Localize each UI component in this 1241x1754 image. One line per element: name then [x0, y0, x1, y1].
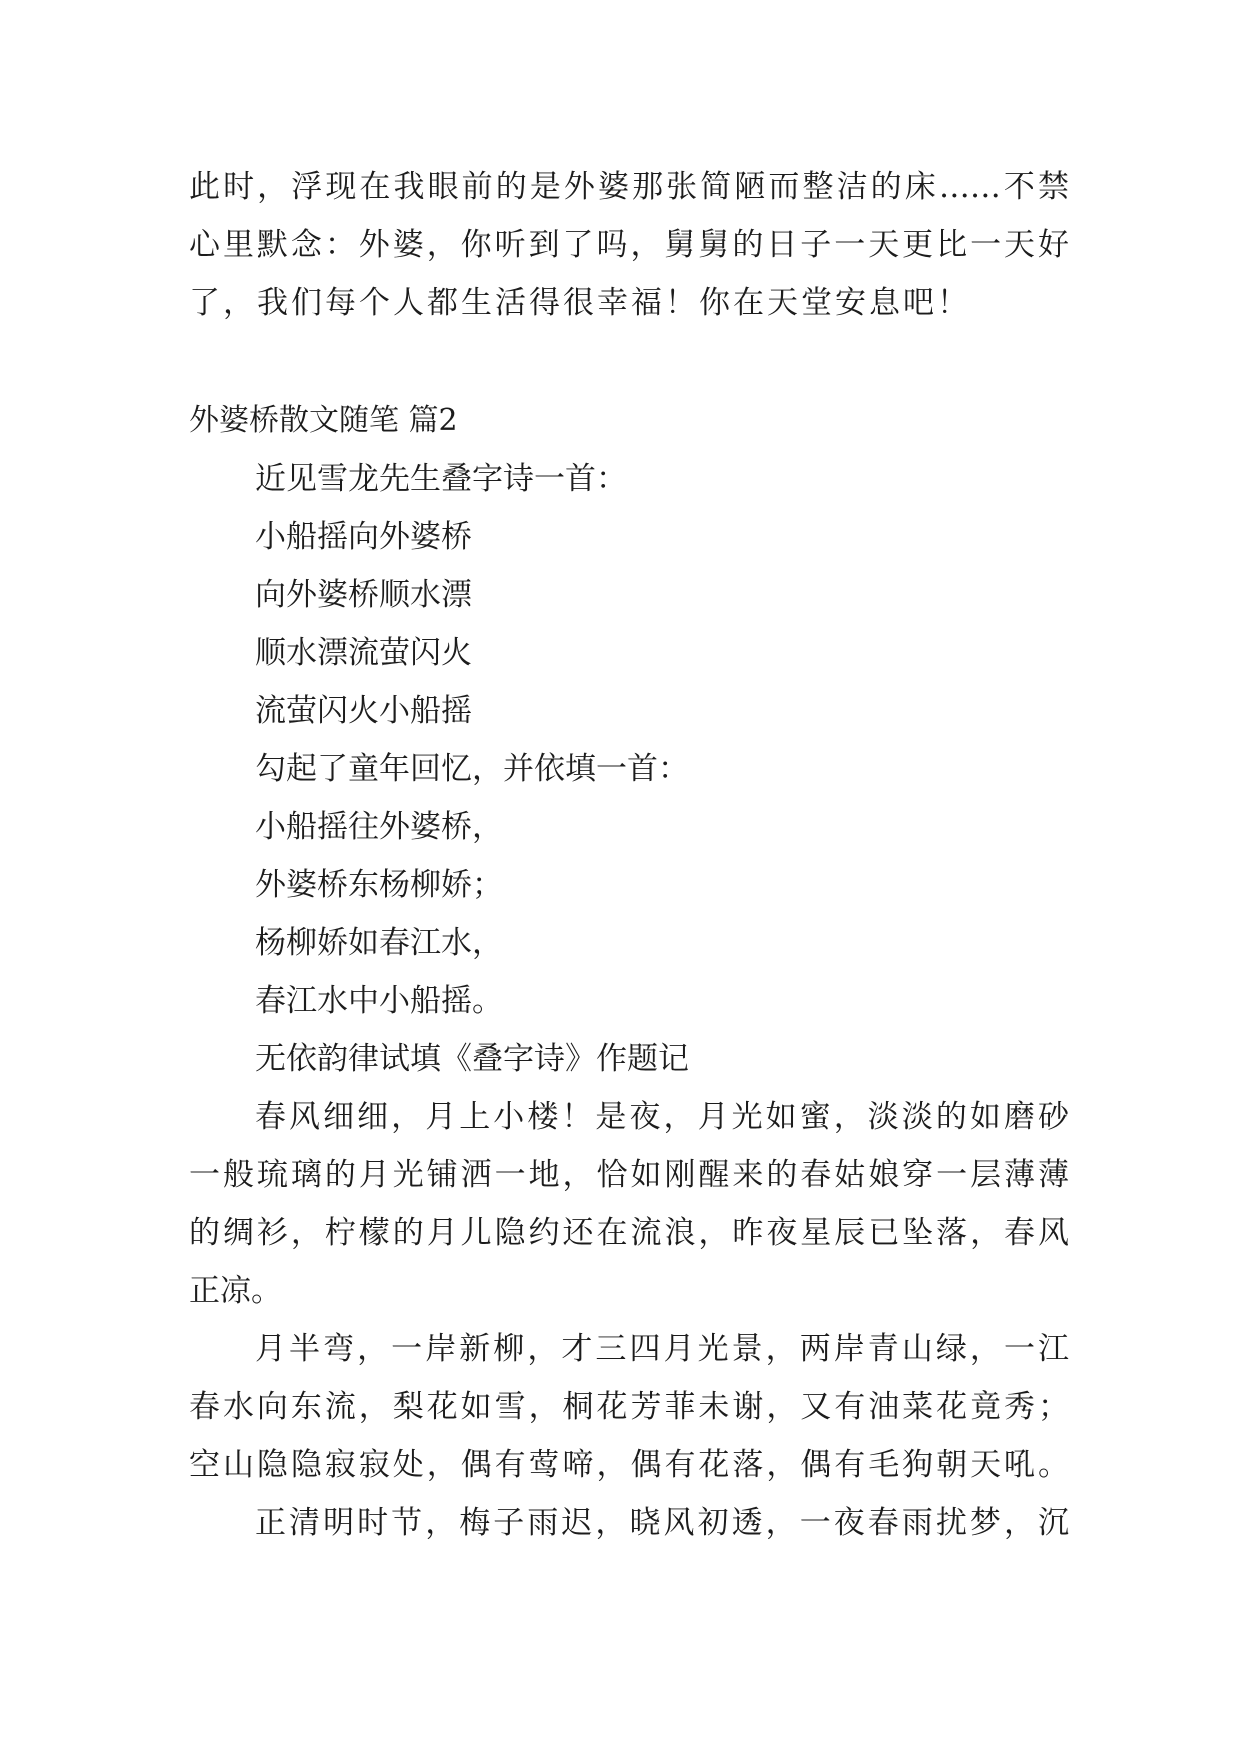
paragraph-line: 正清明时节，梅子雨迟，晓风初透，一夜春雨扰梦，沉: [255, 1505, 1069, 1541]
paragraph-line: 空山隐隐寂寂处，偶有莺啼，偶有花落，偶有毛狗朝天吼。: [189, 1447, 1069, 1483]
intro-line: 此时，浮现在我眼前的是外婆那张简陋而整洁的床……不禁: [189, 169, 1069, 205]
paragraph-line: 春水向东流，梨花如雪，桐花芳菲未谢，又有油菜花竟秀；: [189, 1389, 1069, 1425]
section-title: 外婆桥散文随笔 篇2: [189, 403, 458, 438]
intro-line: 了，我们每个人都生活得很幸福！你在天堂安息吧！: [189, 285, 971, 321]
poem-line: 无依韵律试填《叠字诗》作题记: [255, 1041, 689, 1077]
poem-line: 向外婆桥顺水漂: [255, 577, 472, 613]
poem-line: 小船摇向外婆桥: [255, 519, 472, 555]
poem-line: 近见雪龙先生叠字诗一首：: [255, 461, 627, 497]
paragraph-line: 正凉。: [189, 1273, 282, 1309]
poem-line: 顺水漂流萤闪火: [255, 635, 472, 671]
paragraph-line: 春风细细，月上小楼！是夜，月光如蜜，淡淡的如磨砂: [255, 1099, 1069, 1135]
poem-line: 小船摇往外婆桥，: [255, 809, 503, 845]
poem-line: 春江水中小船摇。: [255, 983, 503, 1019]
poem-line: 流萤闪火小船摇: [255, 693, 472, 729]
paragraph-line: 月半弯，一岸新柳，才三四月光景，两岸青山绿，一江: [255, 1331, 1069, 1367]
poem-line: 杨柳娇如春江水，: [255, 925, 503, 961]
poem-line: 外婆桥东杨柳娇；: [255, 867, 503, 903]
intro-line: 心里默念：外婆，你听到了吗，舅舅的日子一天更比一天好: [189, 227, 1069, 263]
paragraph-line: 一般琉璃的月光铺洒一地，恰如刚醒来的春姑娘穿一层薄薄: [189, 1157, 1069, 1193]
poem-line: 勾起了童年回忆，并依填一首：: [255, 751, 689, 787]
paragraph-line: 的绸衫，柠檬的月儿隐约还在流浪，昨夜星辰已坠落，春风: [189, 1215, 1069, 1251]
